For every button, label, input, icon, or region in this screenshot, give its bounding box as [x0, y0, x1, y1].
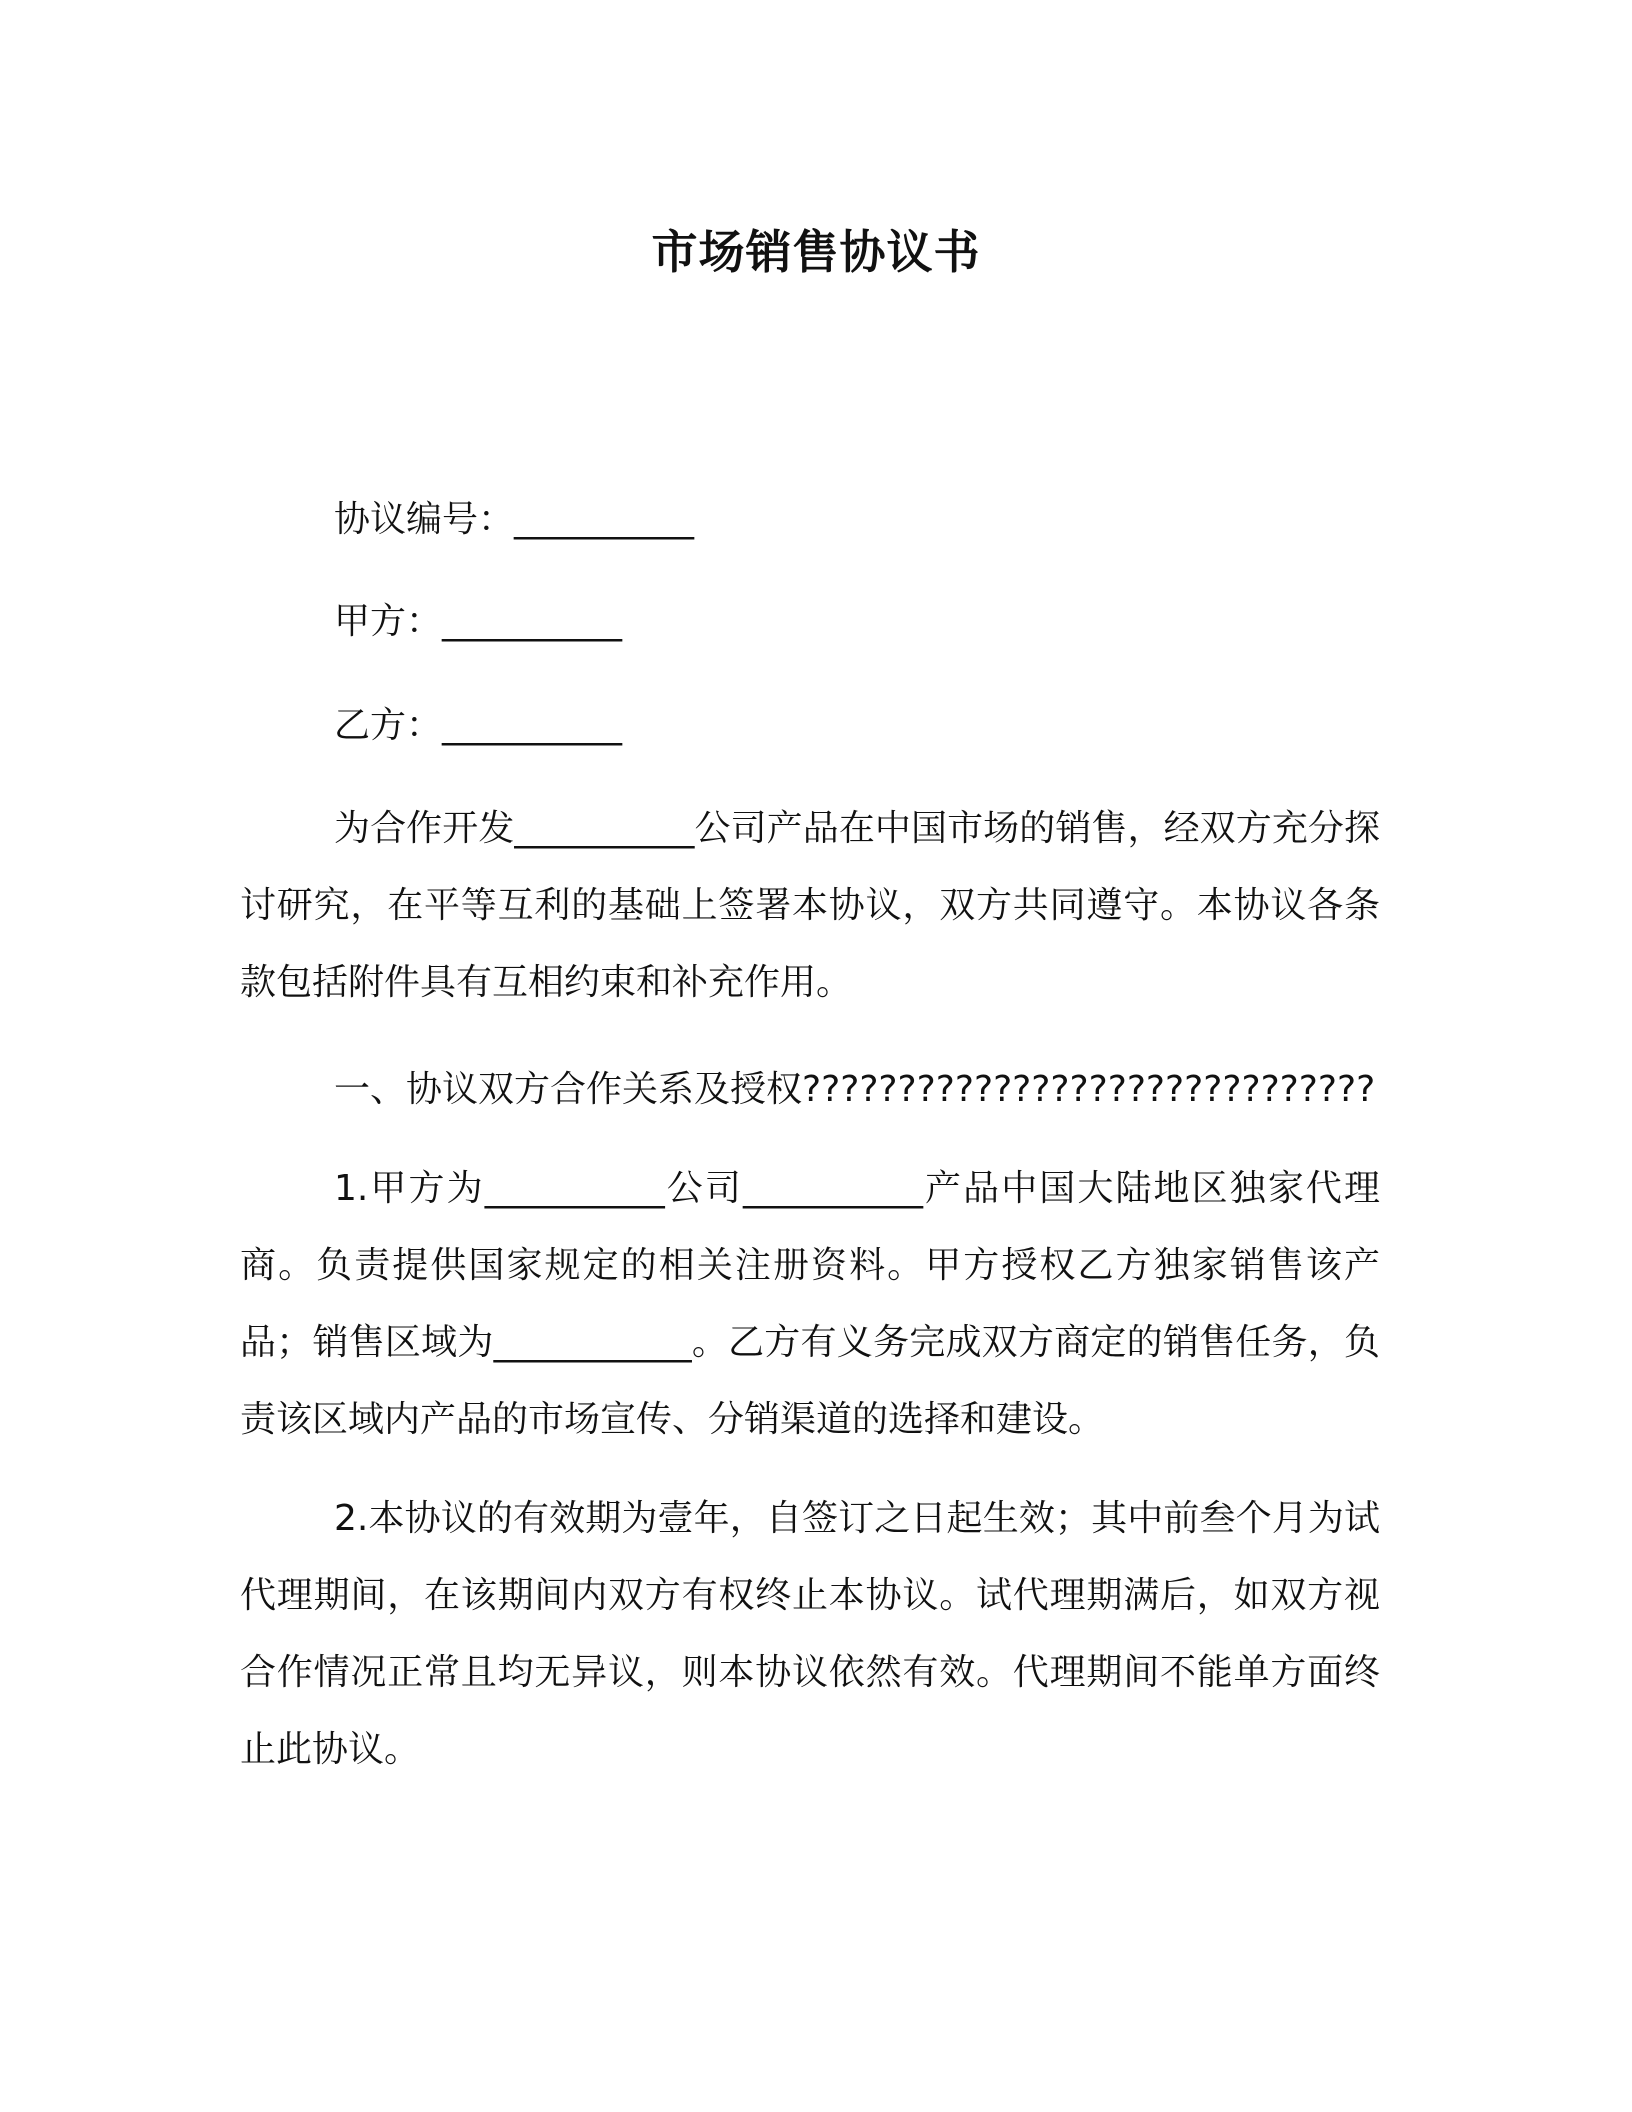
intro-paragraph: 为合作开发__________公司产品在中国市场的销售，经双方充分探讨研究，在平等互利的基础上签署本协议，双方共同遵守。本协议各条款包括附件具有互相约束和补充作用。	[240, 808, 1380, 1003]
section-1-heading: 一、协议双方合作关系及授权??????????????????????????????	[334, 1069, 1376, 1110]
clause-2-paragraph: 2.本协议的有效期为壹年，自签订之日起生效；其中前叁个月为试代理期间，在该期间内双方有权终止本协议。试代理期满后，如双方视合作情况正常且均无异议，则本协议依然有效。代理期间不能单方面终止此协议。	[240, 1498, 1380, 1770]
agreement-number-field: 协议编号：__________	[334, 499, 695, 540]
party-a-field: 甲方：__________	[334, 601, 623, 642]
document-title: 市场销售协议书	[651, 225, 981, 279]
party-b-field: 乙方：__________	[334, 705, 623, 746]
clause-1-paragraph: 1.甲方为__________公司__________产品中国大陆地区独家代理商。负责提供国家规定的相关注册资料。甲方授权乙方独家销售该产品；销售区域为___________。乙方有义务完成双方商定的销售任务，负责该区域内产品的市场宣传、分销渠道的选择和建设。	[240, 1168, 1380, 1440]
